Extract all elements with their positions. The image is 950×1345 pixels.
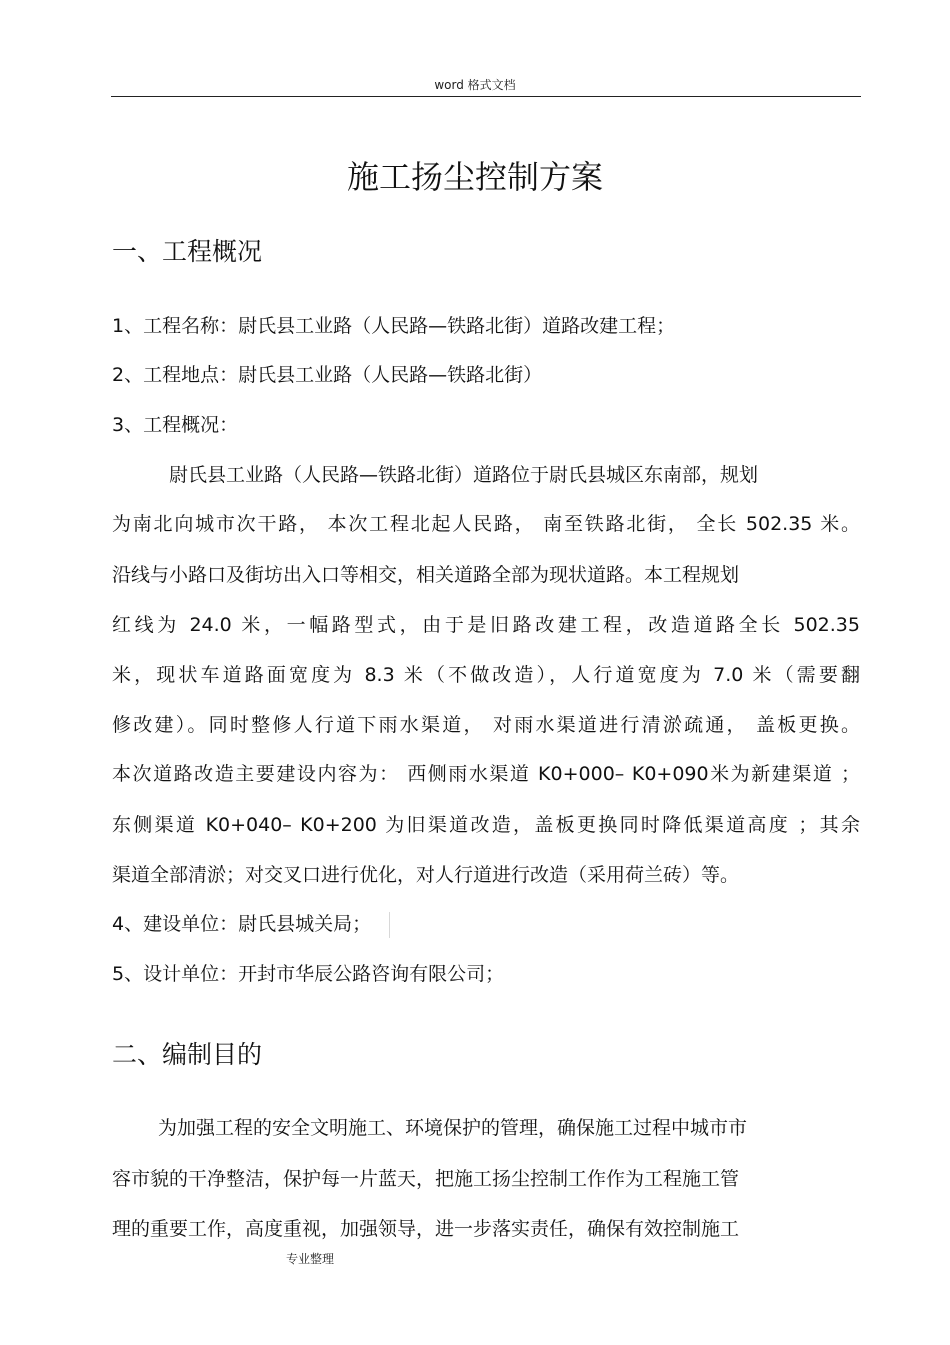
page-footer: 专业整理: [286, 1252, 335, 1266]
project-name-item: 1、工程名称：尉氏县工业路（人民路—铁路北街）道路改建工程；: [112, 315, 676, 337]
overview-paragraph-line: 尉氏县工业路（人民路—铁路北街）道路位于尉氏县城区东南部，规划: [169, 464, 759, 486]
project-overview-item: 3、工程概况：: [112, 414, 239, 436]
purpose-paragraph-line: 理的重要工作，高度重视，加强领导，进一步落实责任，确保有效控制施工: [112, 1218, 740, 1240]
header-divider: [111, 96, 861, 97]
overview-paragraph-line: 渠道全部清淤；对交叉口进行优化，对人行道进行改造（采用荷兰砖）等。: [112, 864, 740, 886]
document-title: 施工扬尘控制方案: [346, 158, 603, 196]
construction-unit-item: 4、建设单位：尉氏县城关局；: [112, 913, 372, 935]
page-header: word 格式文档: [434, 78, 516, 92]
text-cursor-mark: [389, 912, 390, 938]
overview-paragraph-line: 米，现状车道路面宽度为 8.3 米（不做改造），人行道宽度为 7.0 米（需要翻: [112, 664, 860, 686]
overview-paragraph-line: 东侧渠道 K0+040– K0+200 为旧渠道改造，盖板更换同时降低渠道高度 ；其余: [112, 814, 860, 836]
purpose-paragraph-line: 为加强工程的安全文明施工、环境保护的管理，确保施工过程中城市市: [158, 1117, 748, 1139]
overview-paragraph-line: 修改建）。同时整修人行道下雨水渠道， 对雨水渠道进行清淤疏通， 盖板更换。: [112, 714, 860, 736]
project-location-item: 2、工程地点：尉氏县工业路（人民路—铁路北街）: [112, 364, 543, 386]
overview-paragraph-line: 沿线与小路口及街坊出入口等相交，相关道路全部为现状道路。本工程规划: [112, 564, 740, 586]
overview-paragraph-line: 红线为 24.0 米，一幅路型式，由于是旧路改建工程，改造道路全长 502.35: [112, 614, 860, 636]
design-unit-item: 5、设计单位：开封市华辰公路咨询有限公司；: [112, 963, 505, 985]
section-heading-overview: 一、工程概况: [112, 237, 263, 266]
overview-paragraph-line: 本次道路改造主要建设内容为： 西侧雨水渠道 K0+000– K0+090米为新建渠道 ；: [112, 763, 860, 785]
purpose-paragraph-line: 容市貌的干净整洁，保护每一片蓝天，把施工扬尘控制工作作为工程施工管: [112, 1168, 740, 1190]
overview-paragraph-line: 为南北向城市次干路， 本次工程北起人民路， 南至铁路北街， 全长 502.35 米。: [112, 513, 860, 535]
section-heading-purpose: 二、编制目的: [112, 1040, 263, 1069]
